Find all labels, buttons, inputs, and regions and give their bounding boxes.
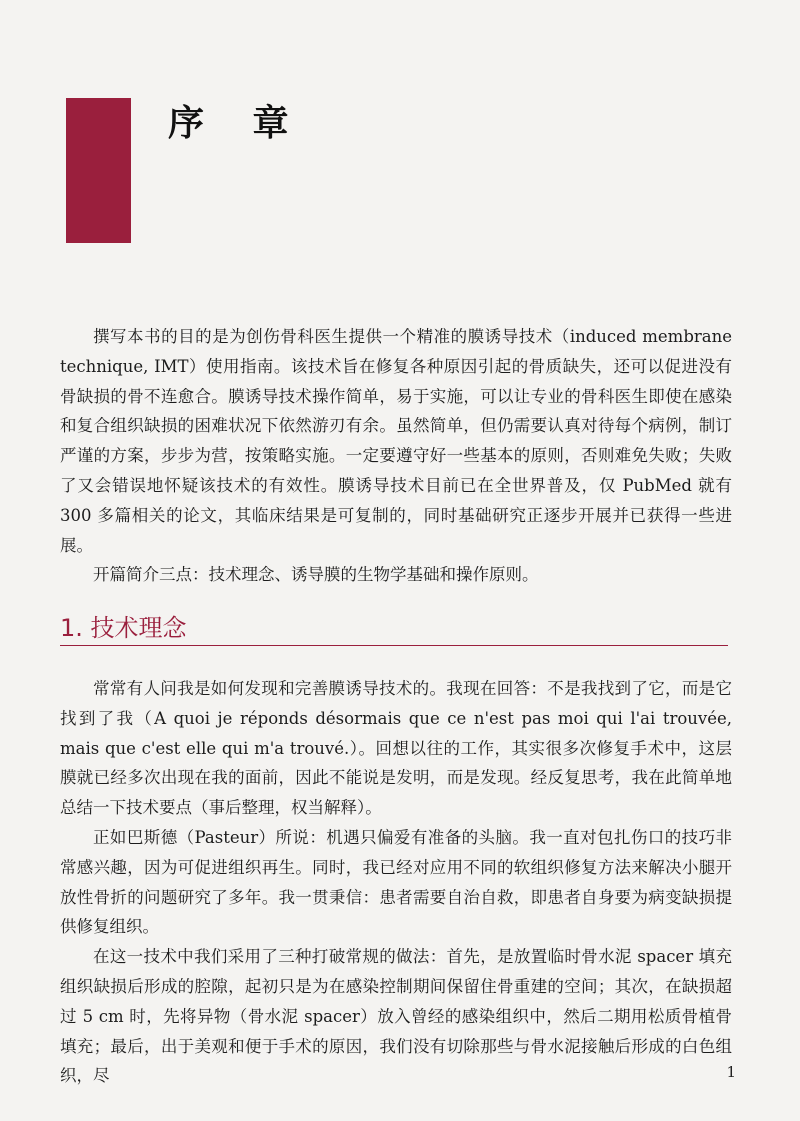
section-heading [60,608,728,646]
section-heading-text: 1. 技术理念 [60,614,187,642]
intro-section [60,322,732,590]
intro-summary-points: 技术理念、诱导膜的生物学基础和操作原则。 [208,565,539,585]
section-paragraph: 常常有人问我是如何发现和完善膜诱导技术的。我现在回答：不是我找到了它，而是它找到了我（A quoi je réponds désormais que ce n'est pas moi qui l'ai trouvée, mais que c'est elle qui m'a trouvé.）。回想以往的工作，其实很多次修复手术中，这层膜就已经多次出现在我的面前，因此不能说是发明，而是发现。经反复思考，我在此简单地总结一下技术要点（事后整理，权当解释）。 [60,679,732,818]
chapter-color-block [66,98,131,243]
section-paragraph: 正如巴斯德（Pasteur）所说：机遇只偏爱有准备的头脑。我一直对包扎伤口的技巧非常感兴趣，因为可促进组织再生。同时，我已经对应用不同的软组织修复方法来解决小腿开放性骨折的问题研究了多年。我一贯秉信：患者需要自治自救，即患者自身要为病变缺损提供修复组织。 [60,827,732,937]
intro-summary [60,560,732,590]
chapter-title: 序 章 [168,102,307,144]
intro-paragraph: 撰写本书的目的是为创伤骨科医生提供一个精准的膜诱导技术（induced membrane technique, IMT）使用指南。该技术旨在修复各种原因引起的骨质缺失，还可以促进没有骨缺损的骨不连愈合。膜诱导技术操作简单，易于实施，可以让专业的骨科医生即使在感染和复合组织缺损的困难状况下依然游刃有余。虽然简单，但仍需要认真对待每个病例，制订严谨的方案，步步为营，按策略实施。一定要遵守好一些基本的原则，否则难免失败；失败了又会错误地怀疑该技术的有效性。膜诱导技术目前已在全世界普及，仅 PubMed 就有 300 多篇相关的论文，其临床结果是可复制的，同时基础研究正逐步开展并已获得一些进展。 [60,327,732,555]
section-paragraph: 在这一技术中我们采用了三种打破常规的做法：首先，是放置临时骨水泥 spacer 填充组织缺损后形成的腔隙，起初只是为在感染控制期间保留住骨重建的空间；其次，在缺损超过 5 cm 时，先将异物（骨水泥 spacer）放入曾经的感染组织中，然后二期用松质骨植骨填充；最后，出于美观和便于手术的原因，我们没有切除那些与骨水泥接触后形成的白色组织，尽 [60,947,732,1086]
page-number: 1 [726,1063,736,1081]
section-body [60,674,732,1091]
intro-summary-lead: 开篇简介三点： [93,565,209,585]
